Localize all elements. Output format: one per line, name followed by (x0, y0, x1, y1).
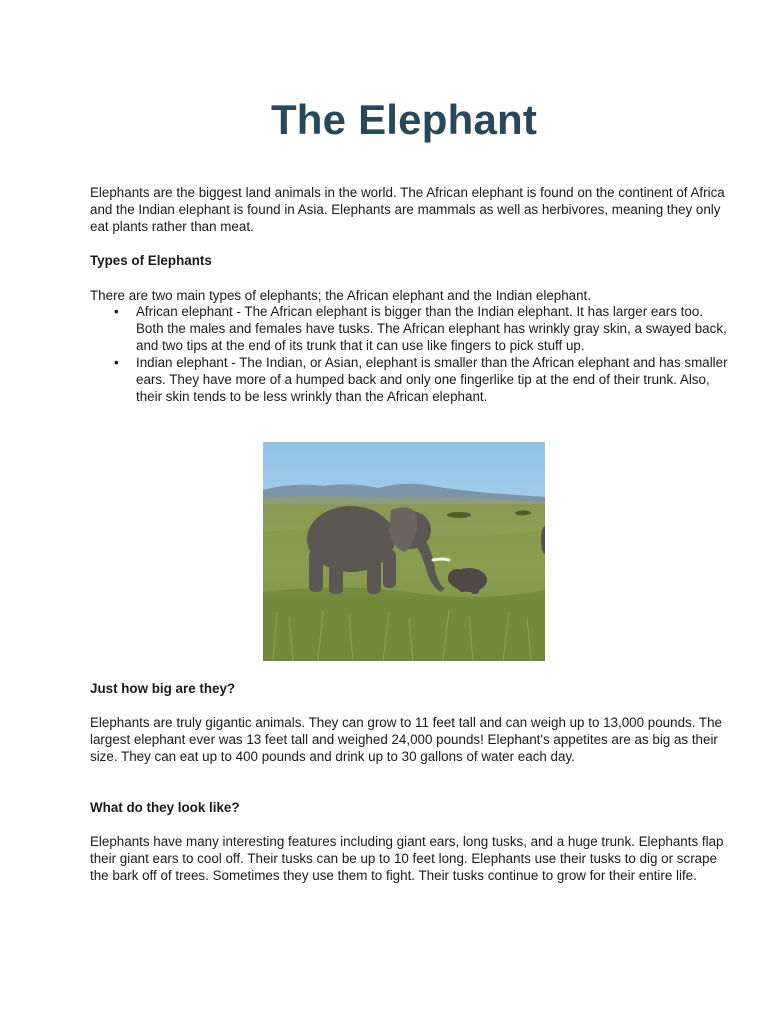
bullet-african-elephant (90, 303, 730, 354)
section-heading-types: Types of Elephants (90, 253, 212, 268)
elephant-photo (263, 442, 545, 661)
intro-paragraph: Elephants are the biggest land animals in the world. The African elephant is found on the continent of Africa and the Indian elephant is found in Asia. Elephants are mammals as well as herbivores, meaning they only eat plants rather than meat. (90, 185, 725, 234)
section-heading-size: Just how big are they? (90, 681, 236, 696)
size-paragraph: Elephants are truly gigantic animals. They can grow to 11 feet tall and can weigh up to 13,000 pounds. The largest elephant ever was 13 feet tall and weighed 24,000 pounds! Elephant's appetites are as big as their size. They can eat up to 400 pounds and drink up to 30 gallons of water each day. (90, 715, 722, 764)
appearance-paragraph: Elephants have many interesting features including giant ears, long tusks, and a huge trunk. Elephants flap their giant ears to cool off. Their tusks can be up to 10 feet long. Elephants use their tusks to dig or scrape the bark off of trees. Sometimes they use them to fight. Their tusks continue to grow for their entire life. (90, 834, 724, 883)
types-paragraph: There are two main types of elephants; the African elephant and the Indian elephant. (90, 288, 591, 303)
types-bullet-list (90, 303, 730, 405)
bullet-text: Indian elephant - The Indian, or Asian, elephant is smaller than the African elephant and has smaller ears. They have more of a humped back and only one fingerlike tip at the end of their trunk. Also, their skin tends to be less wrinkly than the African elephant. (136, 355, 728, 404)
bullet-text: African elephant - The African elephant is bigger than the Indian elephant. It has larger ears too. Both the males and females have tusks. The African elephant has wrinkly gray skin, a swayed back, and two tips at the end of its trunk that it can use like fingers to pick stuff up. (136, 304, 727, 353)
bullet-indian-elephant (90, 354, 730, 405)
bullet-dot: • (114, 304, 119, 319)
section-heading-appearance: What do they look like? (90, 800, 240, 815)
page-title: The Elephant (270, 96, 538, 143)
bullet-dot: • (114, 355, 119, 370)
